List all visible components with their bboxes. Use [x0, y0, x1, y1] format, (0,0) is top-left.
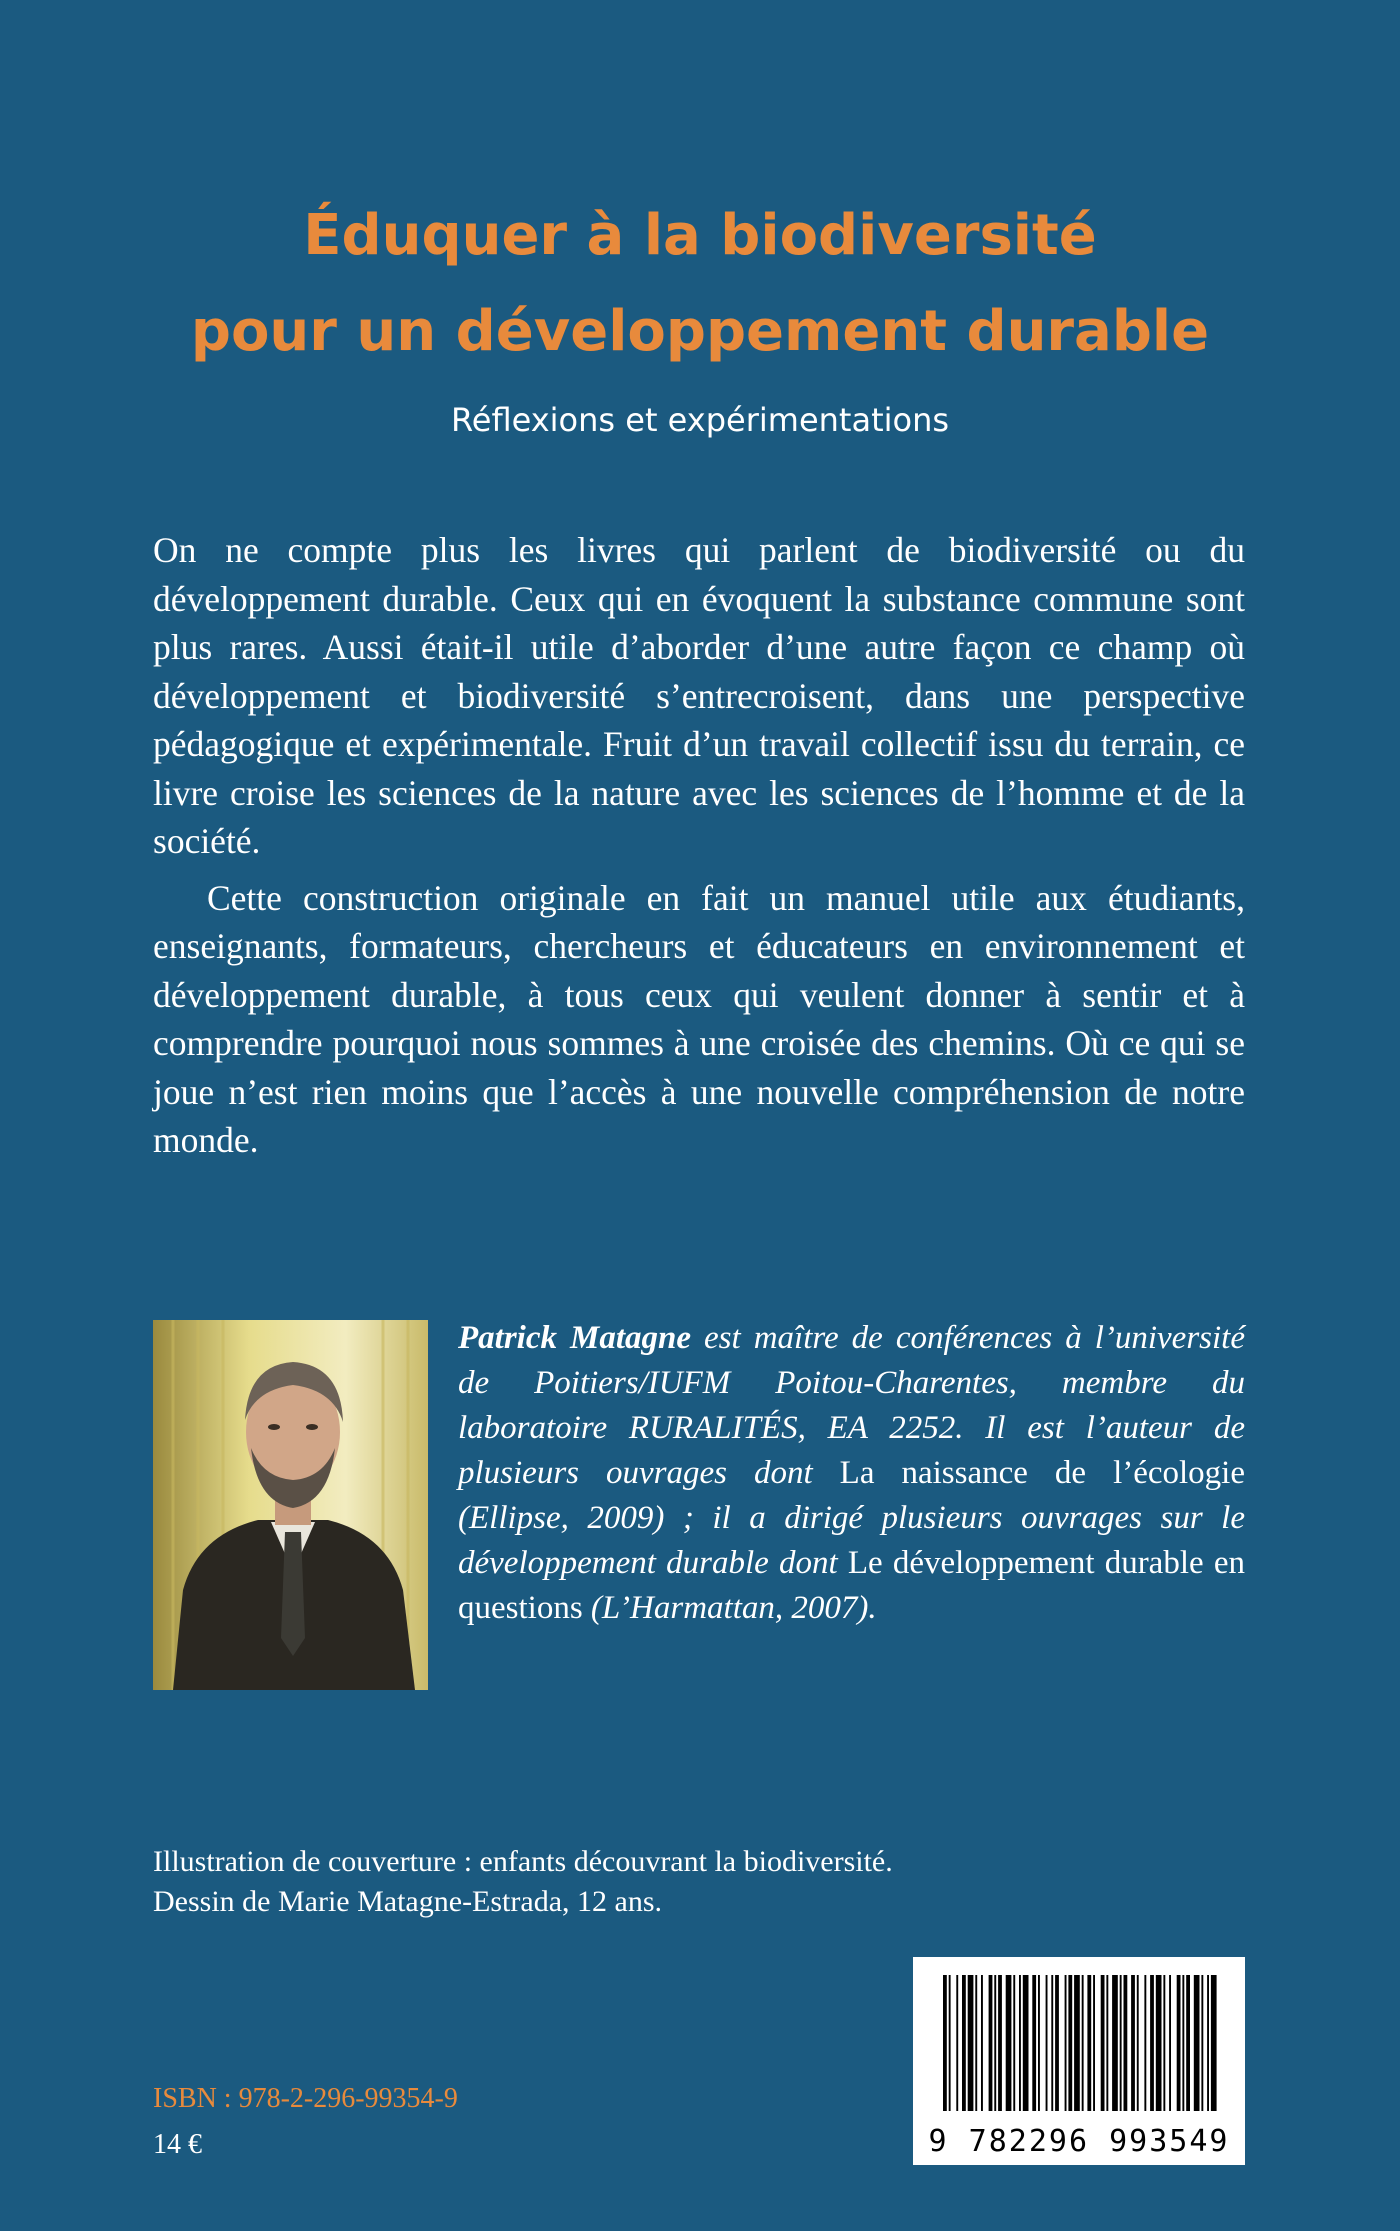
bio-text-2: (Ellipse, 2009) ; il a dirigé plusieurs ouvrages sur le développement durable dont [458, 1500, 1245, 1581]
barcode-bar [975, 1975, 977, 2111]
barcode-bar [1124, 1975, 1128, 2111]
barcode-bar [943, 1975, 947, 2111]
barcode-bar [1013, 1975, 1015, 2111]
barcode [913, 1957, 1245, 2165]
barcode-bar [1106, 1975, 1108, 2111]
bio-text-1: est maître de conférences à l’université de Poitiers/IUFM Poitou-Charentes, membre du laboratoire RURALITÉS, EA 2252. Il est l’auteur de plusieurs ouvrages dont [458, 1320, 1245, 1491]
blurb [153, 526, 1245, 1165]
barcode-bar [1038, 1975, 1040, 2111]
isbn: ISBN : 978-2-296-99354-9 [153, 2083, 458, 2114]
barcode-bar [1093, 1975, 1095, 2111]
barcode-bar [1087, 1975, 1091, 2111]
barcode-bar [1051, 1975, 1053, 2111]
barcode-bar [1065, 1975, 1067, 2111]
barcode-bar [1163, 1975, 1165, 2111]
bio-text-3: (L’Harmattan, 2007). [582, 1590, 877, 1626]
barcode-bar [1101, 1975, 1105, 2111]
barcode-bar [1186, 1975, 1190, 2111]
barcode-bar [1156, 1975, 1162, 2111]
illustration-credits [153, 1842, 1053, 1922]
barcode-bar [1177, 1975, 1181, 2111]
author-photo [153, 1320, 428, 1690]
barcode-bar [1019, 1975, 1021, 2111]
barcode-bar [1082, 1975, 1084, 2111]
credits-line-1: Illustration de couverture : enfants découvrant la biodiversité. [153, 1845, 893, 1878]
barcode-bar [1023, 1975, 1029, 2111]
barcode-bar [1169, 1975, 1171, 2111]
barcode-bar [1068, 1975, 1072, 2111]
barcode-bar [1055, 1975, 1059, 2111]
barcode-bar [1207, 1975, 1209, 2111]
book-title [0, 188, 1400, 380]
barcode-bar [998, 1975, 1002, 2111]
barcode-bar [1182, 1975, 1184, 2111]
title-line-2: pour un développement durable [190, 299, 1210, 364]
barcode-bar [1032, 1975, 1036, 2111]
barcode-bar [1006, 1975, 1012, 2111]
barcode-bar [1046, 1975, 1048, 2111]
barcode-bar [994, 1975, 996, 2111]
book-title-1: La naissance de l’écologie [839, 1455, 1245, 1491]
barcode-bar [981, 1975, 983, 2111]
barcode-bar [1194, 1975, 1200, 2111]
barcode-bar [989, 1975, 993, 2111]
author-name: Patrick Matagne [458, 1320, 692, 1356]
title-line-1: Éduquer à la biodiversité [303, 203, 1097, 268]
credits-line-2: Dessin de Marie Matagne-Estrada, 12 ans. [153, 1885, 663, 1918]
barcode-bar [1201, 1975, 1203, 2111]
blurb-paragraph-2: Cette construction originale en fait un manuel utile aux étudiants, enseignants, formateurs, chercheurs et éducateurs en environnement et développement durable, à tous ceux qui veulent donner à sentir et à comprendre pourquoi nous sommes à une croisée des chemins. Où ce qui se joue n’est rien moins que l’accès à une nouvelle compréhension de notre monde. [153, 877, 1245, 1160]
barcode-bar [968, 1975, 974, 2111]
barcode-bar [1120, 1975, 1122, 2111]
barcode-bar [962, 1975, 966, 2111]
barcode-bar [1211, 1975, 1217, 2111]
book-title-2: Le développement durable en questions [458, 1545, 1246, 1626]
author-bio [458, 1316, 1245, 1631]
barcode-bar [1131, 1975, 1135, 2111]
price: 14 € [153, 2129, 202, 2160]
blurb-paragraph-1: On ne compte plus les livres qui parlent de biodiversité ou du développement durable. Ceux qui en évoquent la substance commune sont plus rares. Aussi était-il utile d’aborder d’une autre façon ce champ où développement et biodiversité s’entrecroisent, dans une perspective pédagogique et expérimentale. Fruit d’un travail collectif issu du terrain, ce livre croise les sciences de la nature avec les sciences de l’homme et de la société. [153, 530, 1245, 861]
subtitle: Réflexions et expérimentations [450, 401, 950, 439]
barcode-bar [1112, 1975, 1118, 2111]
barcode-number: 9 782296 993549 [928, 2124, 1230, 2159]
barcode-bar [1137, 1975, 1139, 2111]
barcode-bar [1144, 1975, 1146, 2111]
barcode-bar [949, 1975, 951, 2111]
barcode-bar [1150, 1975, 1154, 2111]
barcode-bar [1074, 1975, 1080, 2111]
barcode-bar [956, 1975, 958, 2111]
